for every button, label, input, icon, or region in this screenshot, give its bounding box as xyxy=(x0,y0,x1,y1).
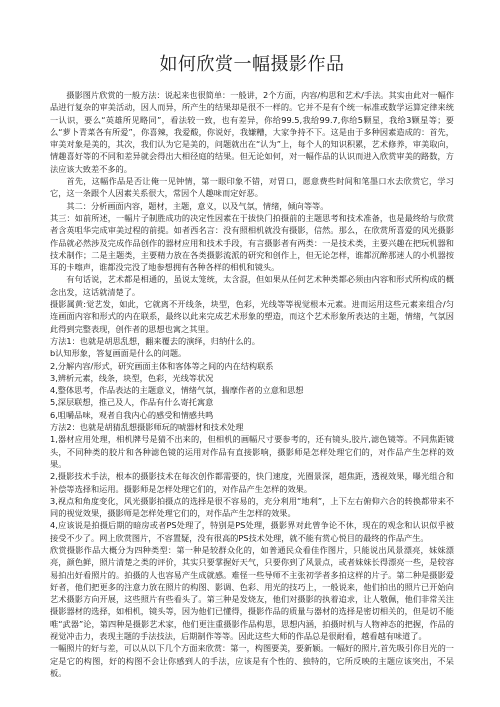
paragraph: 1,器材应用处理，相机牌号是猜不出来的，但相机的画幅尺寸要参考的，还有镜头,胶片,滤色镜等。不同焦距镜头，不同种类的胶片和各种滤色镜的运用对作品有直接影响，摄影师是怎样处理它们的，对作品产生怎样的效果。 xyxy=(50,434,454,469)
paragraph: 其三：如前所述，一幅片子制胜成功的决定性因素在于拔快门拍摄前的主题思考和技术准备，也是最终给与欣赏者含英咀华完成审美过程的前提。如者西名言：没有照相机就没有摄影，信然。那么，在欣赏所喜爱的风光摄影作品就必然涉及完成作品创作的器材应用和技术手段，有言摄影者有两类：一是技术类，主要兴趣在把玩机器和技术制作；二是主题类，主要精力放在各类摄影流派的研究和创作上，但无论怎样，谁都沉醉那迷人的小机器按耳的卡嚓声，谁都没完没了地参想拥有各种各样的相机和镜头。 xyxy=(50,212,454,273)
paragraph: b认知形象，答复画面是什么的问题。 xyxy=(50,348,187,359)
paragraph: 方法2：也就是胡猜乱想摄影师玩的唬器材和技术处理 xyxy=(50,422,244,433)
paragraph: 欣赏摄影作品大概分为四种类型：第一种是较群众化的，如普通民众看佳作图片，只能说出风景漂亮，妹妹漂亮，颜色鲜，照片清楚之类的评价，其实只要掌握好天气，只要你到了风景点，或者妹妹长得漂亮一些，是较容易拍出好看照片的。拍摄的人也容易产生成就感。难怪一些导师不主张初学者多拍这样的片子。第二种是摄影爱好者，他们把更多的注意力放在照片的构图、影调、色彩、用光的技巧上，一般说来，他们拍出的照片已开始向艺术摄影方向开展，这些照片有些看头了。第三种是发烧友，他们对摄影的执着追求，让人敬佩，他们非常关注摄影器材的选择，如相机，镜头等，因为他们已懂得，摄影作品的质量与器材的选择是密切相关的，但是切不能唯“武器”论，第四种是摄影艺术家，他们更注重摄影作品构思，思想内涵，拍摄时机与人物神态的把握，作品的视觉冲击力，表现主题的手法技法，后期制作等等。因此这些大师的作品总是很耐看，越看越有味道了。 xyxy=(50,544,454,642)
document-body xyxy=(50,89,454,679)
paragraph: 首先，这幅作品是否让俺一见钟情，第一眼印象不错，对胃口，愿意费些时间和笔墨口水去欣赏它，学习它，这一条跟个人因素关系很大，常因个人趣味而定好恶。 xyxy=(50,176,454,199)
paragraph: 2,摄影技术手法，根本的摄影技术在每次创作都需要的，快门速度，光圈景深，超焦距，透视效果，曝光组合和补偿等选择和运用。摄影师是怎样处理它们的，对作品产生怎样的效果。 xyxy=(50,471,454,494)
paragraph: 摄影属黄:觉艺发，如此，它就离不开线条，块型，色彩，光线等等视觉根本元素。进而运用这些元素来组合/匀连画面内容和形式的内在联系，最终以此来完成艺术形象的塑造，而这个艺术形象所表达的主题，情绪，气氛因此得到完整表现，创作者的思想也寓之其里。 xyxy=(50,299,454,334)
paragraph: 一幅照片的好与差，可以从以下几个方面来欣赏：第一，构图要美，要新颖。一幅好的照片,首先吸引你目光的一定是它的构图，好的构图不会让你感到人的手法，应该是有个性的、独特的，它所反映的主题应该突出，不呆板。 xyxy=(50,643,454,678)
paragraph: 有句话说，艺术都是相通的，虽说太笼统，太含混，但如果从任何艺术种类都必须由内容和形式所构成的概念出发，这话就清楚了。 xyxy=(50,274,454,297)
document-title: 如何欣赏一幅摄影作品 xyxy=(159,54,345,75)
paragraph: 3,视点和角度变化，风光摄影拍摄点的选择是很不容易的，充分利用“地利”，上下左右俯仰六合的转换都带来不同的视觉效果，摄影师是怎样处理它们的，对作品产生怎样的效果。 xyxy=(50,495,454,519)
paragraph: 2,分解内容/形式，研究画面主体和客体等之间的内在结构联系 xyxy=(50,360,274,371)
paragraph: 方法1：也就是胡思乱想，翻来覆去的演绎，归纳什么的。 xyxy=(50,335,260,346)
paragraph: 4,应该说是拍摄后期的暗房或者PS处理了，特别是PS处理，摄影界对此曾争论不休，现在的观念和认识似乎被接受不少了。网上欣赏图片，不容置疑，没有很高的PS技术处理，就不能有赏心悦目的最终的作品产生。 xyxy=(50,520,454,543)
paragraph: 3,辨析元素，线条，块型，色彩，光线等状况 xyxy=(50,372,214,383)
paragraph: 摄影图片欣赏的一般方法：说起来也很简单：一般讲，2个方面，内容/构思和艺术/手法。其实由此对一幅作品进行复杂的审美活动，因人而异，所产生的结果却是很不一样的。它并不是有个统一标准或数学运算定律来统一认识，要么“英雄所见略同”，看法较一致，也有差异，你给99.5,我给99.7,你给5颗星，我给3颗星等；要么“萝卜青菜各有所爱”，你喜辣，我爱酸，你说好，我嫌糟，大家争持不下。这是由于多种因素造成的：首先，审美对象是美的，其次，我们认为它是美的，问题就出在“认为”上，每个人的知识积累，艺术修养，审美取向，情趣喜好等的不同和差异就会得出大相径庭的结果。但无论如何，对一幅作品的认识而进入欣赏审美的路数，方法应该大致差不多的。 xyxy=(50,90,454,174)
paragraph: 5,深层联想，推己及人，作品有什么寄托寓意 xyxy=(50,397,214,408)
paragraph: 其二：分析画面内容，题材，主题，意义，以及气氛，情绪，倾向等等。 xyxy=(66,200,329,211)
paragraph: 6,咀嚼品味，观者自我内心的感受和情感共鸣 xyxy=(50,409,214,420)
paragraph: 4,整体思考，作品表达的主题意义，情绪气氛，揣摩作者的立意和思想 xyxy=(50,385,304,396)
